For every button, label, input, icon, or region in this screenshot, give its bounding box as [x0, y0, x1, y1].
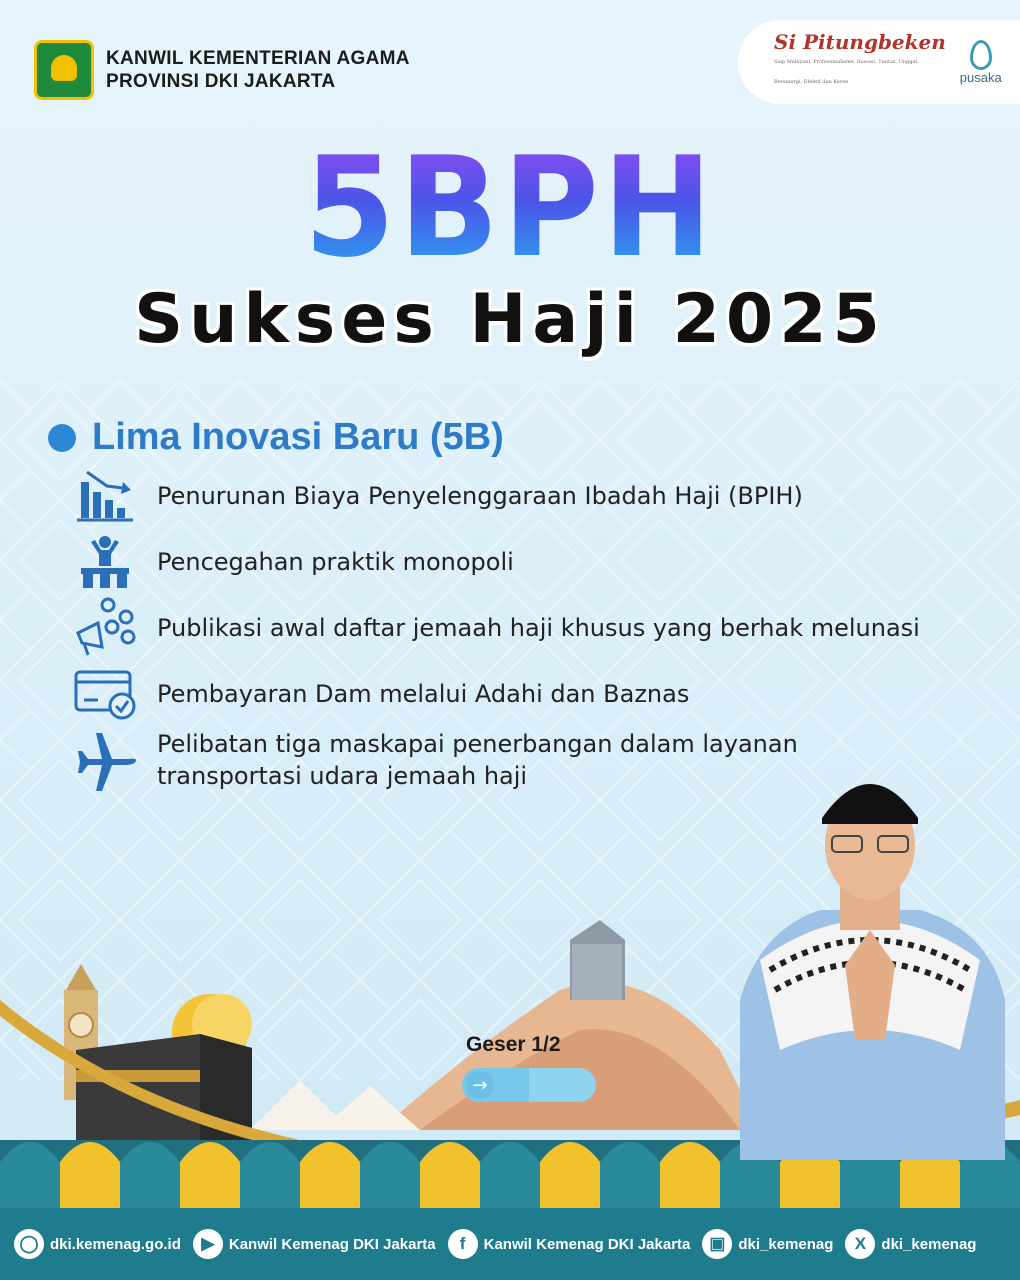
facebook-icon: f	[448, 1229, 478, 1259]
sub-title: Sukses Haji 2025	[134, 280, 886, 359]
org-name	[106, 47, 410, 93]
list-item-text: Publikasi awal daftar jemaah haji khusus yang berhak melunasi	[157, 614, 920, 642]
org-header	[34, 40, 410, 100]
list-item	[70, 532, 514, 592]
social-footer	[0, 1208, 1020, 1280]
bullet-dot-icon	[48, 424, 76, 452]
situ-brand-text: Si Pitungbeken	[774, 30, 946, 54]
x-icon: X	[845, 1229, 875, 1259]
footer-facebook-label: Kanwil Kemenag DKI Jakarta	[483, 1235, 691, 1253]
list-item-text: Pelibatan tiga maskapai penerbangan dalam layanan transportasi udara jemaah haji	[157, 730, 798, 790]
arrow-right-icon[interactable]: →	[466, 1071, 494, 1099]
list-item-text: Penurunan Biaya Penyelenggaraan Ibadah Haji (BPIH)	[157, 482, 803, 510]
arch-ornament	[60, 1142, 120, 1210]
arch-ornament	[660, 1142, 720, 1210]
list-item	[70, 466, 803, 526]
arch-ornament	[480, 1142, 540, 1210]
org-name-line2: PROVINSI DKI JAKARTA	[106, 71, 336, 92]
official-photo	[720, 760, 1020, 1160]
pusaka-logo	[960, 40, 1002, 85]
footer-facebook[interactable]	[448, 1229, 691, 1259]
arch-ornament	[180, 1142, 240, 1210]
org-name-line1: KANWIL KEMENTERIAN AGAMA	[106, 48, 410, 69]
main-title: 5BPH	[26, 138, 995, 278]
anti-monopoly-icon	[70, 532, 140, 592]
instagram-icon: ▣	[702, 1229, 732, 1259]
airplane-icon	[70, 730, 140, 794]
list-item-text: Pembayaran Dam melalui Adahi dan Baznas	[157, 680, 690, 708]
swipe-indicator-label: Geser 1/2	[466, 1033, 561, 1056]
megaphone-users-icon	[70, 598, 140, 658]
section-title: Lima Inovasi Baru (5B)	[92, 416, 504, 458]
youtube-icon: ▶	[193, 1229, 223, 1259]
list-item	[70, 664, 689, 724]
arch-ornament	[300, 1142, 360, 1210]
footer-x-label: dki_kemenag	[881, 1235, 977, 1253]
arch-ornament	[240, 1142, 300, 1210]
pusaka-drop-icon	[970, 40, 992, 70]
pusaka-text: pusaka	[959, 69, 1002, 85]
globe-icon: ◯	[14, 1229, 44, 1259]
arch-ornament	[120, 1142, 180, 1210]
footer-youtube[interactable]	[193, 1229, 436, 1259]
arch-ornament	[0, 1142, 60, 1210]
footer-instagram[interactable]	[702, 1229, 833, 1259]
footer-website-label: dki.kemenag.go.id	[50, 1235, 181, 1253]
arch-ornament	[360, 1142, 420, 1210]
section-heading	[48, 416, 504, 459]
list-item	[70, 598, 920, 658]
footer-x[interactable]	[845, 1229, 976, 1259]
partner-logos	[738, 20, 1020, 104]
situ-tagline: Siap Melayani, Profesionalisme, Inovasi, Tuntas, Unggul, Bersinergi, Efektif dan Keren	[774, 59, 919, 85]
list-item-text: Pencegahan praktik monopoli	[157, 548, 514, 576]
card-check-icon	[70, 664, 140, 724]
situ-pitungbeken-logo	[774, 32, 946, 92]
kemenag-logo	[34, 40, 94, 100]
footer-youtube-label: Kanwil Kemenag DKI Jakarta	[228, 1235, 436, 1253]
arch-ornament	[420, 1142, 480, 1210]
footer-website[interactable]	[14, 1229, 181, 1259]
chart-decline-icon	[70, 466, 140, 526]
arch-ornament	[600, 1142, 660, 1210]
footer-instagram-label: dki_kemenag	[738, 1235, 834, 1253]
arch-ornament	[540, 1142, 600, 1210]
swipe-slider[interactable]	[462, 1068, 596, 1102]
